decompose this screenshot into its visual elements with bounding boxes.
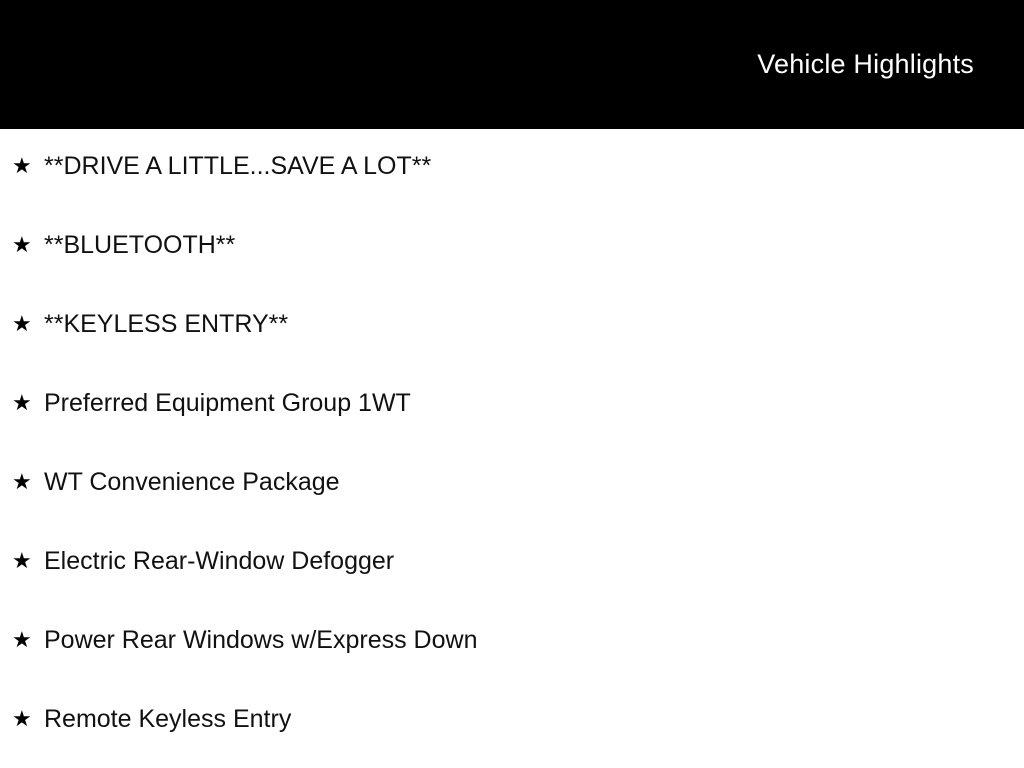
star-icon: ★ xyxy=(12,706,32,731)
list-item-label: **DRIVE A LITTLE...SAVE A LOT** xyxy=(44,152,432,180)
page-header xyxy=(0,0,1024,129)
star-icon: ★ xyxy=(12,469,32,494)
list-item xyxy=(0,704,1024,768)
list-item-label: Power Rear Windows w/Express Down xyxy=(44,626,478,654)
list-item xyxy=(0,546,1024,625)
star-icon: ★ xyxy=(12,390,32,415)
star-icon: ★ xyxy=(12,311,32,336)
list-item-label: Remote Keyless Entry xyxy=(44,705,292,733)
vehicle-highlights-list xyxy=(0,129,1024,768)
list-item xyxy=(0,151,1024,230)
star-icon: ★ xyxy=(12,153,32,178)
page-title: Vehicle Highlights xyxy=(757,49,974,79)
list-item-label: Electric Rear-Window Defogger xyxy=(44,547,395,575)
list-item xyxy=(0,625,1024,704)
list-item-label: **BLUETOOTH** xyxy=(44,231,236,259)
list-item xyxy=(0,230,1024,309)
list-item-label: **KEYLESS ENTRY** xyxy=(44,310,289,338)
list-item xyxy=(0,388,1024,467)
list-item xyxy=(0,467,1024,546)
list-item xyxy=(0,309,1024,388)
star-icon: ★ xyxy=(12,627,32,652)
star-icon: ★ xyxy=(12,232,32,257)
star-icon: ★ xyxy=(12,548,32,573)
list-item-label: WT Convenience Package xyxy=(44,468,340,496)
list-item-label: Preferred Equipment Group 1WT xyxy=(44,389,411,417)
